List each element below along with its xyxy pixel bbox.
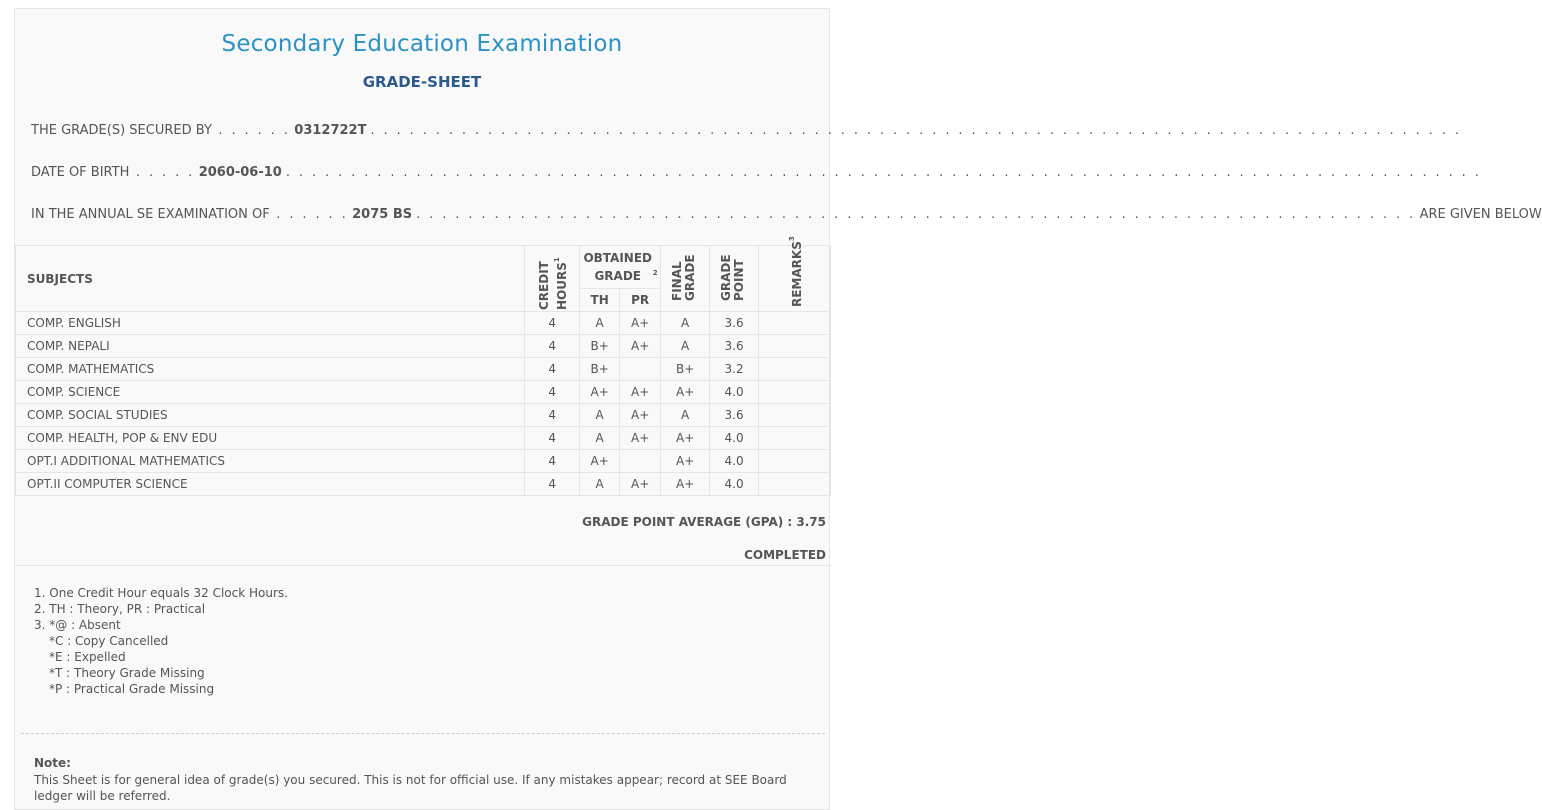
table-row — [16, 450, 831, 473]
note-title: Note: — [34, 756, 71, 770]
cell-remarks — [759, 381, 831, 404]
cell-credit: 4 — [525, 381, 580, 404]
final-grade-header — [661, 246, 710, 312]
remarks-sup: 3 — [787, 236, 796, 242]
footnote: *C : Copy Cancelled — [49, 634, 169, 648]
cell-th: A — [580, 473, 620, 496]
cell-th: A — [580, 404, 620, 427]
footnote: 3. *@ : Absent — [34, 618, 121, 632]
obtained-grade-label: OBTAINED GRADE — [583, 251, 652, 283]
divider — [15, 565, 831, 566]
footnote: 2. TH : Theory, PR : Practical — [34, 602, 206, 616]
cell-point: 4.0 — [710, 473, 759, 496]
table-row — [16, 358, 831, 381]
footnote: *T : Theory Grade Missing — [49, 666, 205, 680]
cell-credit: 4 — [525, 427, 580, 450]
symbol-number: 0312722T — [294, 123, 367, 138]
cell-pr: A+ — [620, 381, 661, 404]
cell-final: A+ — [661, 473, 710, 496]
cell-pr: A+ — [620, 473, 661, 496]
cell-th: A+ — [580, 450, 620, 473]
leader-dots: . . . . . — [129, 165, 195, 180]
secured-by-label: THE GRADE(S) SECURED BY — [31, 123, 212, 138]
pr-header: PR — [620, 289, 661, 312]
cell-pr: A+ — [620, 427, 661, 450]
cell-th: A — [580, 312, 620, 335]
note-text: This Sheet is for general idea of grade(s) you secured. This is not for official use. If any mistakes appear; record at SEE Board ledger will be referred. — [34, 773, 787, 803]
cell-credit: 4 — [525, 335, 580, 358]
cell-th: B+ — [580, 358, 620, 381]
grade-sheet — [14, 8, 1542, 810]
cell-remarks — [759, 450, 831, 473]
exam-year: 2075 BS — [352, 207, 413, 222]
subjects-header: SUBJECTS — [16, 246, 525, 312]
page-title: Secondary Education Examination — [221, 31, 623, 57]
cell-point: 3.6 — [710, 335, 759, 358]
obtained-sup: 2 — [652, 269, 658, 277]
cell-remarks — [759, 473, 831, 496]
table-row — [16, 381, 831, 404]
footnotes — [34, 585, 288, 697]
cell-remarks — [759, 358, 831, 381]
table-row — [16, 312, 831, 335]
remarks-label: REMARKS — [789, 241, 804, 307]
cell-credit: 4 — [525, 450, 580, 473]
gpa-label: GRADE POINT AVERAGE (GPA) : — [582, 515, 793, 529]
cell-th: B+ — [580, 335, 620, 358]
gpa-value: 3.75 — [796, 515, 826, 529]
cell-point: 4.0 — [710, 450, 759, 473]
credit-sup: 1 — [553, 256, 562, 262]
grades-table — [15, 236, 831, 496]
cell-credit: 4 — [525, 358, 580, 381]
th-header: TH — [580, 289, 620, 312]
cell-pr: A+ — [620, 335, 661, 358]
cell-subject: COMP. MATHEMATICS — [16, 358, 525, 381]
secured-by-line — [31, 123, 1462, 138]
dob-value: 2060-06-10 — [198, 165, 282, 180]
cell-point: 4.0 — [710, 381, 759, 404]
footnote: *P : Practical Grade Missing — [49, 682, 215, 696]
cell-th: A+ — [580, 381, 620, 404]
exam-label: IN THE ANNUAL SE EXAMINATION OF — [31, 207, 270, 222]
dob-label: DATE OF BIRTH — [31, 165, 130, 180]
cell-final: A — [661, 312, 710, 335]
cell-final: A+ — [661, 427, 710, 450]
leader-dots: . . . . . . — [269, 207, 349, 222]
exam-suffix: ARE GIVEN BELOW — [1419, 207, 1542, 222]
leader-dots: . . . . . . . . . . . . . . . . . . . . . . . . . . . . . . . . . . . . . . . . . . . . . . . . . . . . . . . . . . . . . . . . . . . . . . . . . . . . . . . . . . . . — [370, 123, 1462, 138]
cell-point: 3.2 — [710, 358, 759, 381]
cell-subject: OPT.I ADDITIONAL MATHEMATICS — [16, 450, 525, 473]
cell-subject: COMP. SOCIAL STUDIES — [16, 404, 525, 427]
cell-point: 4.0 — [710, 427, 759, 450]
credit-hours-label: CREDIT HOURS — [537, 260, 570, 310]
table-row — [16, 404, 831, 427]
status-text: COMPLETED — [744, 548, 826, 562]
page-subtitle: GRADE-SHEET — [362, 73, 482, 91]
obtained-grade-header — [580, 246, 661, 289]
leader-dots: . . . . . . . . . . . . . . . . . . . . . . . . . . . . . . . . . . . . . . . . . . . . . . . . . . . . . . . . . . . . . . . . . . . . . . . . . . . . . — [416, 207, 1416, 222]
cell-final: A+ — [661, 381, 710, 404]
footnote: 1. One Credit Hour equals 32 Clock Hours. — [34, 586, 288, 600]
gpa-line — [582, 515, 826, 529]
cell-pr — [620, 358, 661, 381]
cell-subject: OPT.II COMPUTER SCIENCE — [16, 473, 525, 496]
dob-line — [31, 165, 1482, 180]
leader-dots: . . . . . . . . . . . . . . . . . . . . . . . . . . . . . . . . . . . . . . . . . . . . . . . . . . . . . . . . . . . . . . . . . . . . . . . . . . . . . . . . . . . . . . . . . . . . — [285, 165, 1482, 180]
dashed-divider — [21, 733, 825, 734]
final-grade-label: FINAL GRADE — [670, 254, 698, 301]
table-row — [16, 335, 831, 358]
cell-final: A — [661, 335, 710, 358]
cell-subject: COMP. HEALTH, POP & ENV EDU — [16, 427, 525, 450]
cell-th: A — [580, 427, 620, 450]
cell-subject: COMP. ENGLISH — [16, 312, 525, 335]
cell-remarks — [759, 404, 831, 427]
remarks-header — [759, 236, 831, 312]
grade-point-label: GRADE POINT — [719, 254, 747, 301]
footnote: *E : Expelled — [49, 650, 126, 664]
cell-point: 3.6 — [710, 312, 759, 335]
cell-credit: 4 — [525, 312, 580, 335]
grade-point-header — [710, 246, 759, 312]
table-row — [16, 473, 831, 496]
cell-final: A+ — [661, 450, 710, 473]
cell-pr: A+ — [620, 312, 661, 335]
cell-final: B+ — [661, 358, 710, 381]
cell-pr — [620, 450, 661, 473]
table-row — [16, 427, 831, 450]
cell-credit: 4 — [525, 404, 580, 427]
cell-remarks — [759, 335, 831, 358]
cell-remarks — [759, 312, 831, 335]
credit-hours-header — [525, 246, 580, 312]
cell-remarks — [759, 427, 831, 450]
cell-final: A — [661, 404, 710, 427]
cell-credit: 4 — [525, 473, 580, 496]
cell-subject: COMP. SCIENCE — [16, 381, 525, 404]
cell-pr: A+ — [620, 404, 661, 427]
cell-subject: COMP. NEPALI — [16, 335, 525, 358]
exam-line — [31, 207, 1542, 222]
leader-dots: . . . . . . — [211, 123, 291, 138]
cell-point: 3.6 — [710, 404, 759, 427]
